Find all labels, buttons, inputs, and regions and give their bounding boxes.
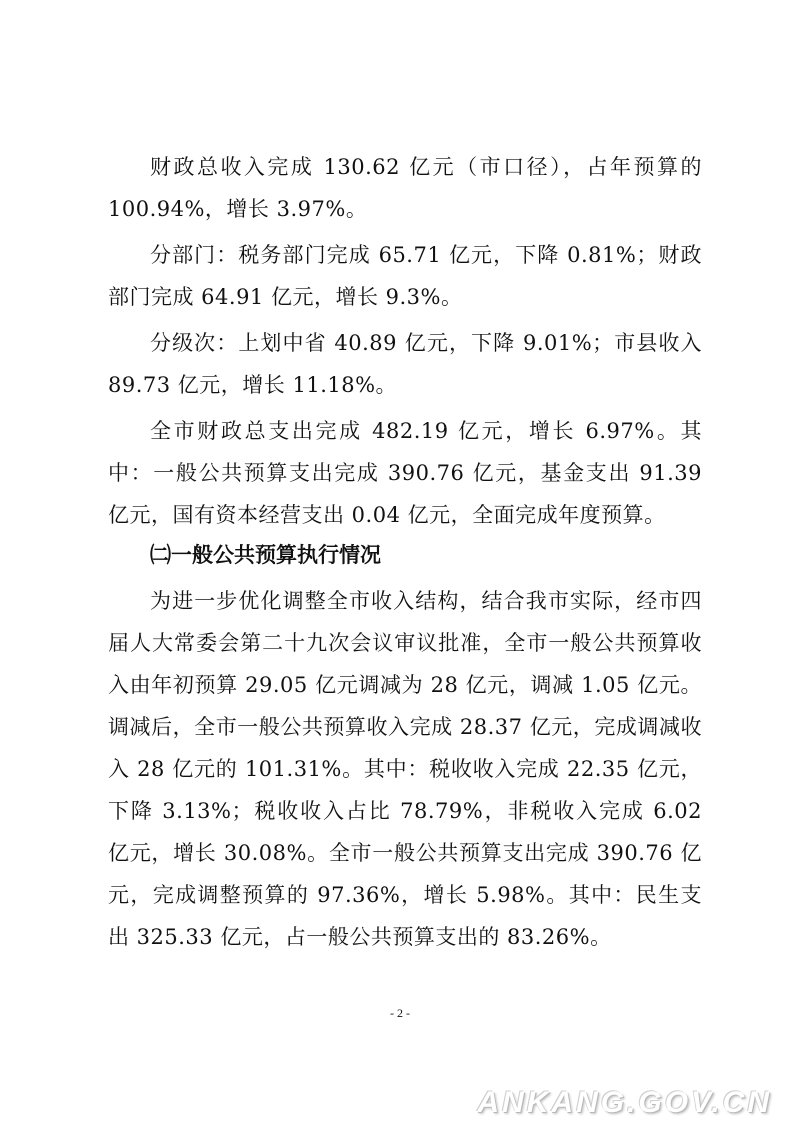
paragraph-general-budget: 为进一步优化调整全市收入结构，结合我市实际，经市四届人大常委会第二十九次会议审议批准，全市一般公共预算收入由年初预算 29.05 亿元调减为 28 亿元，调减 1.05 亿元。调减后，全市一般公共预算收入完成 28.37 亿元，完成调减收入 28 亿元的 101.31%。其中：税收收入完成 22.35 亿元，下降 3.13%；税收收入占比 78.79%，非税收入完成 6.02 亿元，增长 30.08%。全市一般公共预算支出完成 390.76 亿元，完成调整预算的 97.36%，增长 5.98%。其中：民生支出 325.33 亿元，占一般公共预算支出的 83.26%。 [108,589,702,949]
paragraph-total-expenditure: 全市财政总支出完成 482.19 亿元，增长 6.97%。其中：一般公共预算支出完成 390.76 亿元，基金支出 91.39 亿元，国有资本经营支出 0.04 亿元，全面完成年度预算。 [108,419,702,527]
page-number: - 2 - [390,1006,410,1020]
site-watermark: ANKANG.GOV.CN [477,1086,772,1119]
paragraph-by-level: 分级次：上划中省 40.89 亿元，下降 9.01%；市县收入 89.73 亿元，增长 11.18%。 [108,331,702,397]
paragraph-total-revenue: 财政总收入完成 130.62 亿元（市口径），占年预算的 100.94%，增长 3.97%。 [108,155,702,221]
section-heading: ㈡一般公共预算执行情况 [150,543,381,567]
paragraph-by-department: 分部门：税务部门完成 65.71 亿元，下降 0.81%；财政部门完成 64.91 亿元，增长 9.3%。 [108,243,702,309]
